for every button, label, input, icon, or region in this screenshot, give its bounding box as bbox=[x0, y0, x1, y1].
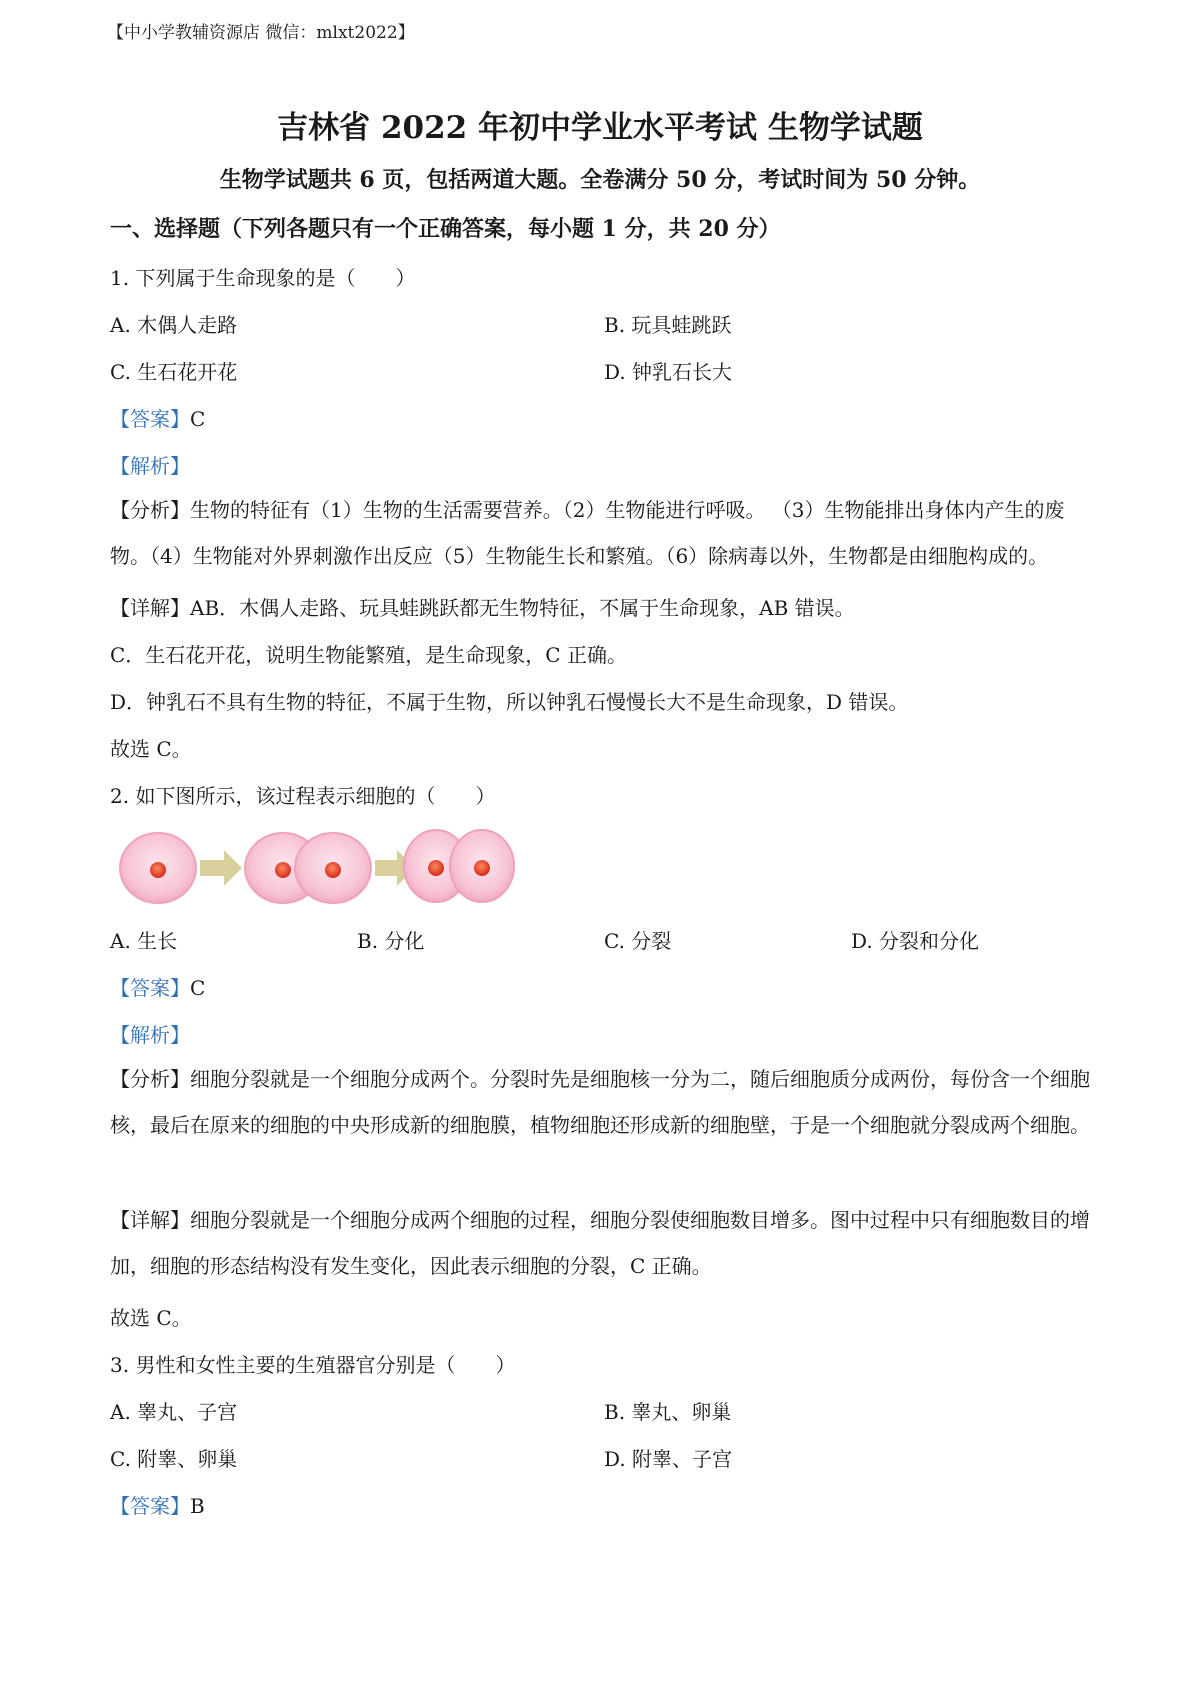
q1-answer bbox=[110, 403, 205, 432]
q1-conclusion: 故选 C。 bbox=[110, 737, 192, 761]
answer-label: 【答案】 bbox=[110, 407, 190, 431]
answer-label: 【答案】 bbox=[110, 1494, 190, 1518]
q1-option-b: B. 玩具蛙跳跃 bbox=[604, 313, 732, 337]
q2-answer bbox=[110, 972, 205, 1001]
q1-d-line: D．钟乳石不具有生物的特征，不属于生物，所以钟乳石慢慢长大不是生命现象，D 错误。 bbox=[110, 690, 909, 714]
q1-explain-label: 【解析】 bbox=[110, 454, 190, 478]
header-note: 【中小学教辅资源店 微信：mlxt2022】 bbox=[107, 23, 415, 43]
question-2-stem: 2. 如下图所示，该过程表示细胞的（ ） bbox=[110, 784, 496, 808]
single-cell bbox=[120, 833, 196, 903]
q2-answer-value: C bbox=[190, 976, 206, 1000]
q3-option-c: C. 附睾、卵巢 bbox=[110, 1447, 238, 1471]
section-heading: 一、选择题（下列各题只有一个正确答案，每小题 1 分，共 20 分） bbox=[110, 216, 781, 242]
q1-option-a: A. 木偶人走路 bbox=[110, 313, 238, 337]
q2-option-c: C. 分裂 bbox=[604, 929, 672, 953]
q1-answer-value: C bbox=[190, 407, 206, 431]
q1-detail bbox=[110, 592, 855, 621]
q2-option-a: A. 生长 bbox=[110, 929, 178, 953]
q1-option-c: C. 生石花开花 bbox=[110, 360, 238, 384]
q3-option-b: B. 睾丸、卵巢 bbox=[604, 1400, 732, 1424]
q2-detail-text: 细胞分裂就是一个细胞分成两个细胞的过程，细胞分裂使细胞数目增多。图中过程中只有细胞数目的增加，细胞的形态结构没有发生变化，因此表示细胞的分裂，C 正确。 bbox=[110, 1208, 1090, 1278]
q3-answer-value: B bbox=[190, 1494, 205, 1518]
q2-analysis-text: 细胞分裂就是一个细胞分成两个。分裂时先是细胞核一分为二，随后细胞质分成两份，每份含一个细胞核，最后在原来的细胞的中央形成新的细胞膜，植物细胞还形成新的细胞壁，于是一个细胞就分裂成两个细胞。 bbox=[110, 1067, 1090, 1137]
q3-option-a: A. 睾丸、子宫 bbox=[110, 1400, 238, 1424]
q1-analysis bbox=[110, 487, 1100, 579]
q2-analysis bbox=[110, 1056, 1100, 1148]
arrow-icon bbox=[200, 850, 242, 886]
q1-c-line: C．生石花开花，说明生物能繁殖，是生命现象，C 正确。 bbox=[110, 643, 627, 667]
detail-label: 【详解】 bbox=[110, 1208, 190, 1232]
q2-option-d: D. 分裂和分化 bbox=[851, 929, 980, 953]
q2-detail bbox=[110, 1197, 1100, 1289]
q1-detail-text: AB．木偶人走路、玩具蛙跳跃都无生物特征，不属于生命现象，AB 错误。 bbox=[190, 596, 855, 620]
dividing-cell bbox=[245, 833, 371, 903]
analysis-label: 【分析】 bbox=[110, 1067, 190, 1091]
page-subtitle: 生物学试题共 6 页，包括两道大题。全卷满分 50 分，考试时间为 50 分钟。 bbox=[219, 167, 981, 193]
q2-explain-label: 【解析】 bbox=[110, 1023, 190, 1047]
q3-answer bbox=[110, 1490, 205, 1519]
two-cells bbox=[404, 830, 514, 902]
cell-division-figure bbox=[118, 828, 518, 908]
question-3-stem: 3. 男性和女性主要的生殖器官分别是（ ） bbox=[110, 1353, 516, 1377]
q2-option-b: B. 分化 bbox=[357, 929, 425, 953]
cell-division-diagram bbox=[118, 828, 518, 908]
question-1-stem: 1. 下列属于生命现象的是（ ） bbox=[110, 266, 416, 290]
q2-conclusion: 故选 C。 bbox=[110, 1306, 192, 1330]
answer-label: 【答案】 bbox=[110, 976, 190, 1000]
analysis-label: 【分析】 bbox=[110, 498, 190, 522]
q1-analysis-text: 生物的特征有（1）生物的生活需要营养。（2）生物能进行呼吸。 （3）生物能排出身体内产生的废物。（4）生物能对外界刺激作出反应（5）生物能生长和繁殖。（6）除病毒以外，生物都是由细胞构成的。 bbox=[110, 498, 1065, 568]
q1-option-d: D. 钟乳石长大 bbox=[604, 360, 733, 384]
q3-option-d: D. 附睾、子宫 bbox=[604, 1447, 733, 1471]
detail-label: 【详解】 bbox=[110, 596, 190, 620]
page-title: 吉林省 2022 年初中学业水平考试 生物学试题 bbox=[277, 110, 923, 146]
